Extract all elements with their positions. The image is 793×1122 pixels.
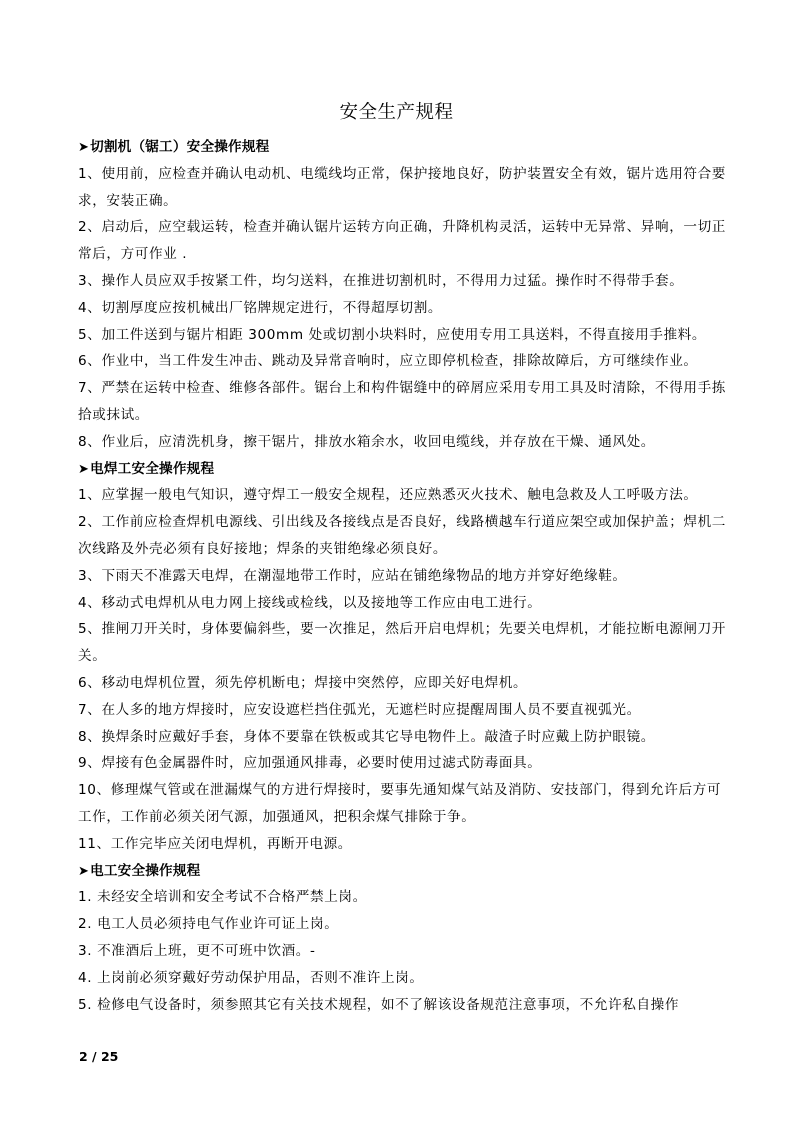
paragraph-line: 8、作业后，应清洗机身，擦干锯片，排放水箱余水，收回电缆线，并存放在干燥、通风处。: [78, 433, 655, 450]
paragraph-line: 6、移动电焊机位置，须先停机断电；焊接中突然停，应即关好电焊机。: [78, 674, 528, 691]
paragraph-line: 关。: [78, 648, 107, 665]
paragraph-line: 拾或抹试。: [78, 406, 149, 423]
paragraph-line: 5、加工件送到与锯片相距 300mm 处或切割小块料时，应使用专用工具送料，不得直接用手推料。: [78, 326, 707, 343]
paragraph-line: 1、应掌握一般电气知识，遵守焊工一般安全规程，还应熟悉灭火技术、触电急救及人工呼吸方法。: [78, 487, 698, 504]
document-body: [78, 134, 726, 1018]
paragraph-line: 常后，方可作业 .: [78, 246, 188, 263]
arrow-bullet-icon: ➤: [78, 461, 90, 477]
section-heading-text: 电工安全操作规程: [90, 862, 201, 879]
section-heading-welder: [78, 456, 718, 483]
paragraph-line: 3. 不准酒后上班，更不可班中饮酒。-: [78, 942, 316, 959]
page-title: 安全生产规程: [339, 102, 454, 123]
paragraph-line: 4、移动式电焊机从电力网上接线或检线，以及接地等工作应由电工进行。: [78, 594, 542, 611]
paragraph-line: 4、切割厚度应按机械出厂铭牌规定进行，不得超厚切割。: [78, 299, 443, 316]
paragraph-line: 9、焊接有色金属器件时，应加强通风排毒，必要时使用过滤式防毒面具。: [78, 755, 542, 772]
paragraph-line: 11、工作完毕应关闭电焊机，再断开电源。: [78, 835, 352, 852]
paragraph-line: 5. 检修电气设备时，须参照其它有关技术规程，如不了解该设备规范注意事项，不允许私自操作: [78, 996, 680, 1013]
paragraph-line: 次线路及外壳必须有良好接地；焊条的夹钳绝缘必须良好。: [78, 540, 448, 557]
section-heading-electrician: [78, 858, 718, 885]
paragraph-line: 8、换焊条时应戴好手套，身体不要靠在铁板或其它导电物件上。敲渣子时应戴上防护眼镜。: [78, 728, 655, 745]
section-heading-text: 电焊工安全操作规程: [90, 460, 215, 477]
section-heading-text: 切割机（锯工）安全操作规程: [90, 139, 270, 155]
paragraph-line: 求，安装正确。: [78, 192, 178, 209]
section-heading-cutting-machine: [78, 134, 718, 161]
paragraph-line: 2、工作前应检查焊机电源线、引出线及各接线点是否良好，线路横越车行道应架空或加保护盖；焊机二: [78, 514, 726, 531]
paragraph-line: 3、操作人员应双手按紧工件，均匀送料，在推进切割机时，不得用力过猛。操作时不得带手套。: [78, 272, 684, 289]
paragraph-line: 3、下雨天不准露天电焊，在潮湿地带工作时，应站在铺绝缘物品的地方并穿好绝缘鞋。: [78, 567, 627, 584]
paragraph-line: 1、使用前，应检查并确认电动机、电缆线均正常，保护接地良好，防护装置安全有效，锯片选用符合要: [78, 165, 726, 182]
page-number-indicator: 2 / 25: [79, 1049, 119, 1064]
paragraph-line: 6、作业中，当工件发生冲击、跳动及异常音响时，应立即停机检查，排除故障后，方可继续作业。: [78, 353, 698, 370]
paragraph-line: 2、启动后，应空载运转，检查并确认锯片运转方向正确，升降机构灵活，运转中无异常、异响，一切正: [78, 219, 726, 236]
paragraph-line: 7、严禁在运转中检查、维修各部件。锯台上和构件锯缝中的碎屑应采用专用工具及时清除，不得用手拣: [78, 380, 726, 397]
paragraph-line: 7、在人多的地方焊接时，应安设遮栏挡住弧光，无遮栏时应提醒周围人员不要直视弧光。: [78, 701, 641, 718]
paragraph-line: 5、推闸刀开关时，身体要偏斜些，要一次推足，然后开启电焊机；先要关电焊机，才能拉断电源闸刀开: [78, 621, 726, 638]
arrow-bullet-icon: ➤: [78, 863, 90, 879]
paragraph-line: 2. 电工人员必须持电气作业许可证上岗。: [78, 916, 339, 933]
paragraph-line: 4. 上岗前必须穿戴好劳动保护用品，否则不准许上岗。: [78, 969, 424, 986]
paragraph-line: 工作，工作前必须关闭气源，加强通风，把积余煤气排除于争。: [78, 808, 476, 825]
paragraph-line: 10、修理煤气管或在泄漏煤气的方进行焊接时，要事先通知煤气站及消防、安技部门，得到允许后方可: [78, 782, 722, 799]
paragraph-line: 1. 未经安全培训和安全考试不合格严禁上岗。: [78, 889, 367, 906]
arrow-bullet-icon: ➤: [78, 140, 90, 155]
